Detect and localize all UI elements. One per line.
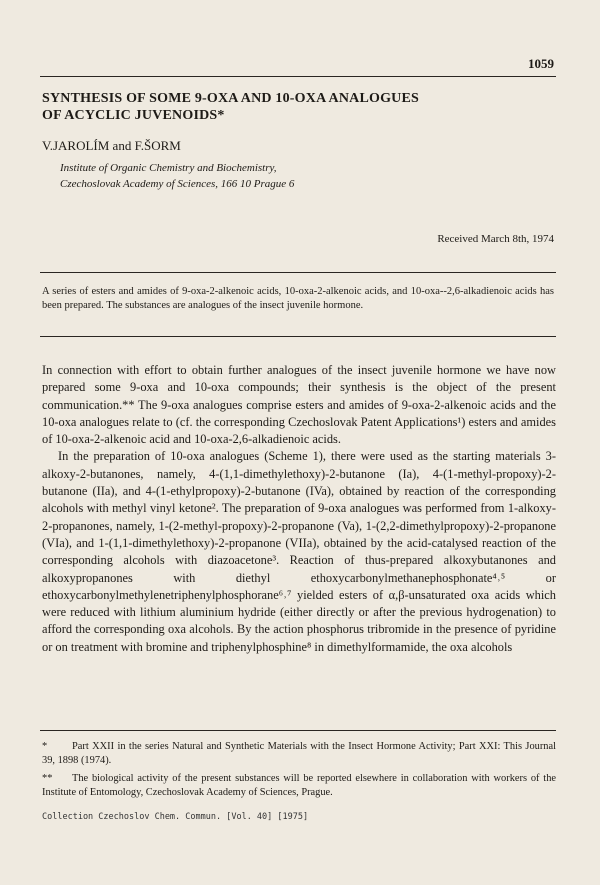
article-title — [42, 90, 542, 124]
abstract-bottom-rule — [40, 336, 556, 337]
footnotes — [42, 740, 556, 804]
footnote-2-text: The biological activity of the present substances will be reported elsewhere in collaboration with workers of the Institute of Entomology, Czechoslovak Academy of Sciences, Prague. — [42, 773, 556, 798]
page-number: 1059 — [528, 56, 554, 71]
received-date: Received March 8th, 1974 — [437, 233, 554, 245]
affiliation-line-1: Institute of Organic Chemistry and Biochemistry, — [60, 162, 277, 174]
abstract: A series of esters and amides of 9-oxa-2-alkenoic acids, 10-oxa-2-alkenoic acids, and 10-oxa--2,6-alkadienoic acids has been prepared. The substances are analogues of the insect juvenile hormone. — [42, 286, 554, 311]
affiliation-line-2: Czechoslovak Academy of Sciences, 166 10 Prague 6 — [60, 178, 295, 190]
body-paragraph-2: In the preparation of 10-oxa analogues (Scheme 1), there were used as the starting materials 3-alkoxy-2-butanones, namely, 4-(1,1-dimethylethoxy)-2-butanone (Ia), 4-(1-methyl-propoxy)-2-butanone (IIa), and 4-(1-ethylpropoxy)-2-butanone (IVa), obtained by reaction of the corresponding alcohols with methyl vinyl ketone². The preparation of 9-oxa analogues was performed from 1-alkoxy-2-propanones, namely, 1-(2-methyl-propoxy)-2-propanone (Va), 1-(2,2-dimethylpropoxy)-2-propanone (VIa), and 1-(1,1-dimethylethoxy)-2-propanone (VIIa), obtained by the acid-catalysed reaction of the corresponding alcohols with diazoacetone³. Reaction of thus-prepared alkoxybutanones and alkoxypropanones with diethyl ethoxycarbonylmethanephosphonate⁴˒⁵ or ethoxycarbonylmethylenetriphenylphosphorane⁶˒⁷ yielded esters of α,β-unsaturated oxa acids which were reduced with lithium aluminium hydride (either directly or after the previous hydrogenation) to afford the corresponding oxa alcohols. By the action phosphorus tribromide in the presence of pyridine or on treatment with bromine and triphenylphosphine⁸ in dimethylformamide, the oxa alcohols — [42, 449, 556, 654]
footnote-2-mark: ** — [42, 773, 53, 784]
footnote-2 — [42, 772, 556, 800]
body-text — [42, 362, 556, 656]
footnote-1-mark: * — [42, 741, 48, 752]
title-line-2: OF ACYCLIC JUVENOIDS* — [42, 108, 225, 123]
footnote-1 — [42, 740, 556, 768]
affiliation — [60, 160, 540, 192]
header-rule — [40, 76, 556, 77]
footnote-1-text: Part XXII in the series Natural and Synthetic Materials with the Insect Hormone Activity; Part XXI: This Journal 39, 1898 (1974). — [42, 741, 556, 766]
journal-citation: Collection Czechoslov Chem. Commun. [Vol. 40] [1975] — [42, 812, 309, 822]
authors: V.JAROLÍM and F.ŠORM — [42, 138, 181, 153]
footnote-rule — [40, 730, 556, 731]
body-paragraph-1: In connection with effort to obtain further analogues of the insect juvenile hormone we have now prepared some 9-oxa and 10-oxa compounds; their synthesis is the object of the present communication.** The 9-oxa analogues comprise esters and amides of 9-oxa-2-alkenoic acids and the 10-oxa analogues relate to (cf. the corresponding Czechoslovak Patent Applications¹) esters and amides of 10-oxa-2-alkenoic acid and 10-oxa-2,6-alkadienoic acids. — [42, 363, 556, 447]
title-line-1: SYNTHESIS OF SOME 9-OXA AND 10-OXA ANALOGUES — [42, 91, 420, 106]
abstract-top-rule — [40, 272, 556, 273]
